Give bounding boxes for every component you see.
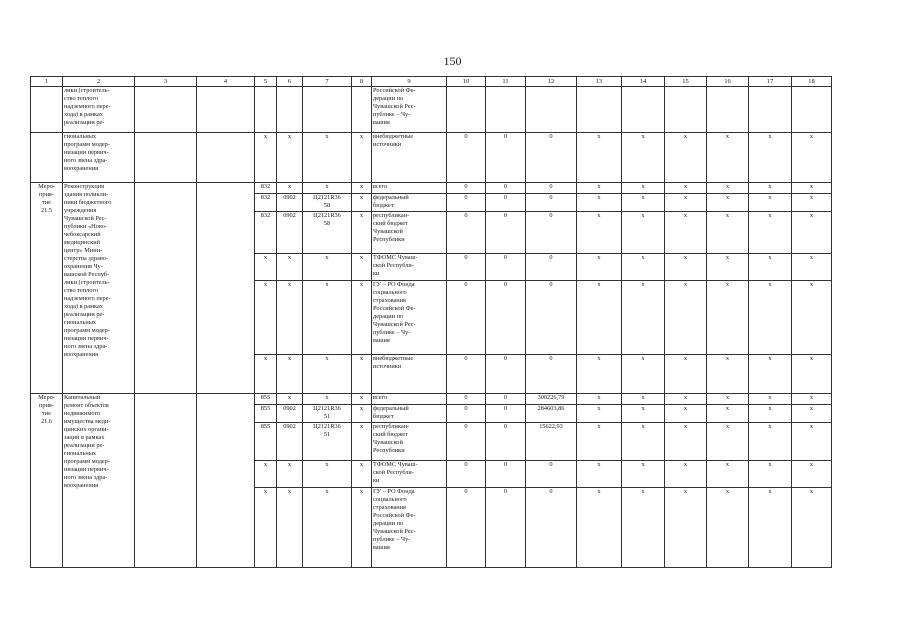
value-cell: х (792, 194, 832, 212)
value-cell: х (665, 133, 707, 183)
value-cell: 0 (486, 212, 526, 254)
funding-source-cell: ГУ – РО Фонда социального страхования Российской Фе- дерации по Чувашской Рес- публике – Чу- вашия (372, 488, 447, 568)
value-cell: 0 (447, 212, 486, 254)
value-cell: х (792, 254, 832, 281)
value-cell: х (622, 488, 665, 568)
target-code-cell: х (303, 355, 352, 394)
column-header: 7 (303, 77, 352, 87)
table-row (31, 394, 832, 405)
value-cell: 0 (526, 355, 577, 394)
value-cell: х (749, 461, 792, 488)
target-code-cell: х (303, 394, 352, 405)
expense-type-cell: х (352, 212, 372, 254)
column-header: 6 (277, 77, 303, 87)
value-cell: х (792, 183, 832, 194)
admin-code-cell: 855 (255, 423, 277, 461)
value-cell: х (792, 133, 832, 183)
responsible-cell (135, 183, 197, 394)
column-header: 3 (135, 77, 197, 87)
column-header: 18 (792, 77, 832, 87)
funding-source-cell: внебюджетные источники (372, 133, 447, 183)
value-cell: 0 (526, 254, 577, 281)
value-cell: х (707, 183, 749, 194)
value-cell: 0 (526, 281, 577, 355)
value-cell: 0 (447, 405, 486, 423)
value-cell: х (707, 281, 749, 355)
value-cell (486, 87, 526, 133)
value-cell: х (665, 183, 707, 194)
value-cell (749, 87, 792, 133)
funding-source-cell: федеральный бюджет (372, 405, 447, 423)
target-code-cell (303, 87, 352, 133)
expense-type-cell: х (352, 281, 372, 355)
value-cell: х (707, 355, 749, 394)
value-cell: 0 (486, 355, 526, 394)
table-row (31, 183, 832, 194)
admin-code-cell: х (255, 281, 277, 355)
value-cell: 0 (447, 355, 486, 394)
value-cell: х (749, 254, 792, 281)
value-cell: х (749, 133, 792, 183)
section-code-cell (277, 87, 303, 133)
section-code-cell: х (277, 254, 303, 281)
value-cell: х (665, 394, 707, 405)
section-code-cell: 0902 (277, 212, 303, 254)
budget-table (30, 76, 832, 568)
target-code-cell: х (303, 281, 352, 355)
value-cell: х (622, 212, 665, 254)
co-executor-cell (197, 133, 255, 183)
responsible-cell (135, 394, 197, 568)
value-cell (526, 87, 577, 133)
value-cell: х (665, 194, 707, 212)
expense-type-cell: х (352, 133, 372, 183)
value-cell: х (749, 423, 792, 461)
column-header: 17 (749, 77, 792, 87)
value-cell: х (707, 488, 749, 568)
event-description-cell: Капитальный ремонт объектов недвижимого имущества меди- цинских органи- заций в рамках реализации ре- гиональных программ модер- низации первич- ного звена здра- воохранения (63, 394, 135, 568)
value-cell: х (622, 194, 665, 212)
value-cell: 0 (447, 183, 486, 194)
value-cell: х (749, 405, 792, 423)
admin-code-cell: х (255, 133, 277, 183)
value-cell: х (749, 355, 792, 394)
responsible-cell (135, 133, 197, 183)
value-cell: х (622, 405, 665, 423)
section-code-cell: х (277, 394, 303, 405)
value-cell: 0 (486, 183, 526, 194)
admin-code-cell: 832 (255, 212, 277, 254)
value-cell (707, 87, 749, 133)
value-cell: 0 (526, 461, 577, 488)
co-executor-cell (197, 87, 255, 133)
header-row (31, 77, 832, 87)
event-label-cell (31, 87, 63, 133)
column-header: 12 (526, 77, 577, 87)
value-cell: х (707, 461, 749, 488)
value-cell: х (749, 183, 792, 194)
column-header: 11 (486, 77, 526, 87)
value-cell: х (707, 423, 749, 461)
section-code-cell: х (277, 461, 303, 488)
value-cell: х (622, 133, 665, 183)
section-code-cell: х (277, 183, 303, 194)
value-cell: х (792, 405, 832, 423)
value-cell: 0 (526, 212, 577, 254)
value-cell: 0 (486, 394, 526, 405)
column-header: 13 (577, 77, 622, 87)
value-cell: 0 (447, 194, 486, 212)
value-cell: 300226,79 (526, 394, 577, 405)
expense-type-cell: х (352, 254, 372, 281)
expense-type-cell: х (352, 461, 372, 488)
funding-source-cell: ТФОМС Чуваш- ской Республи- ки (372, 461, 447, 488)
value-cell: х (749, 281, 792, 355)
section-code-cell: х (277, 133, 303, 183)
column-header: 4 (197, 77, 255, 87)
expense-type-cell: х (352, 405, 372, 423)
section-code-cell: 0902 (277, 423, 303, 461)
admin-code-cell: х (255, 461, 277, 488)
column-header: 2 (63, 77, 135, 87)
expense-type-cell: х (352, 394, 372, 405)
event-description-cell: гиональных программ модер- низации первич- ного звена здра- воохранения (63, 133, 135, 183)
value-cell: х (707, 254, 749, 281)
value-cell: х (577, 405, 622, 423)
value-cell: 0 (526, 183, 577, 194)
value-cell: х (792, 394, 832, 405)
value-cell: х (577, 133, 622, 183)
section-code-cell: х (277, 281, 303, 355)
value-cell: х (707, 405, 749, 423)
event-description-cell: лики (строитель- ство теплого надземного пере- хода) в рамках реализации ре- (63, 87, 135, 133)
target-code-cell: х (303, 461, 352, 488)
value-cell: 0 (526, 488, 577, 568)
value-cell: х (577, 423, 622, 461)
admin-code-cell: х (255, 254, 277, 281)
value-cell: 0 (447, 133, 486, 183)
value-cell: х (707, 394, 749, 405)
value-cell: х (707, 133, 749, 183)
value-cell: х (577, 461, 622, 488)
value-cell: х (792, 212, 832, 254)
target-code-cell: Ц2121R36 58 (303, 194, 352, 212)
section-code-cell: х (277, 355, 303, 394)
target-code-cell: х (303, 488, 352, 568)
value-cell: 0 (447, 254, 486, 281)
funding-source-cell: ГУ – РО Фонда социального страхования Российской Фе- дерации по Чувашской Рес- публике – Чу- вашия (372, 281, 447, 355)
value-cell: х (577, 254, 622, 281)
value-cell: х (749, 212, 792, 254)
co-executor-cell (197, 394, 255, 568)
value-cell: 0 (486, 405, 526, 423)
value-cell: х (665, 461, 707, 488)
admin-code-cell: х (255, 488, 277, 568)
expense-type-cell: х (352, 355, 372, 394)
column-header: 14 (622, 77, 665, 87)
expense-type-cell: х (352, 423, 372, 461)
page-number: 150 (443, 54, 462, 68)
co-executor-cell (197, 183, 255, 394)
responsible-cell (135, 87, 197, 133)
column-header: 9 (372, 77, 447, 87)
admin-code-cell: 855 (255, 405, 277, 423)
value-cell: х (665, 488, 707, 568)
event-description-cell: Реконструкция здания поликли- ники бюджетного учреждения Чувашской Рес- публики «Ново- чебоксарский медицинский центр» Мини- стерства здраво- охранения Чу- вашской Респуб- лики (строитель- ство теплого надземного пере- хода) в рамках реализации ре- гиональных программ модер- низации первич- ного звена здра- воохранения (63, 183, 135, 394)
funding-source-cell: республикан- ский бюджет Чувашской Республики (372, 423, 447, 461)
section-code-cell: 0902 (277, 405, 303, 423)
value-cell (792, 87, 832, 133)
value-cell: х (749, 394, 792, 405)
value-cell: х (665, 355, 707, 394)
admin-code-cell: 832 (255, 183, 277, 194)
value-cell: х (792, 461, 832, 488)
value-cell: 0 (447, 488, 486, 568)
target-code-cell: Ц2121R36 51 (303, 423, 352, 461)
value-cell: х (665, 212, 707, 254)
value-cell: х (792, 423, 832, 461)
admin-code-cell: 855 (255, 394, 277, 405)
value-cell: 0 (486, 461, 526, 488)
value-cell: 0 (447, 281, 486, 355)
value-cell: х (622, 254, 665, 281)
value-cell: х (749, 488, 792, 568)
section-code-cell: х (277, 488, 303, 568)
value-cell: х (622, 423, 665, 461)
value-cell: х (665, 281, 707, 355)
value-cell: х (749, 194, 792, 212)
value-cell: х (577, 183, 622, 194)
admin-code-cell: х (255, 355, 277, 394)
value-cell: 0 (486, 194, 526, 212)
column-header: 15 (665, 77, 707, 87)
value-cell: 284603,86 (526, 405, 577, 423)
funding-source-cell: Российской Фе- дерации по Чувашской Рес- публике – Чу- вашия (372, 87, 447, 133)
funding-source-cell: всего (372, 394, 447, 405)
value-cell: х (622, 461, 665, 488)
expense-type-cell: х (352, 488, 372, 568)
value-cell (577, 87, 622, 133)
value-cell: х (622, 355, 665, 394)
column-header: 10 (447, 77, 486, 87)
expense-type-cell (352, 87, 372, 133)
event-label-cell: Меро- прия- тие 21.5 (31, 183, 63, 394)
event-label-cell: Меро- прия- тие 21.6 (31, 394, 63, 568)
funding-source-cell: внебюджетные источники (372, 355, 447, 394)
column-header: 16 (707, 77, 749, 87)
value-cell: 0 (526, 194, 577, 212)
value-cell: х (707, 212, 749, 254)
value-cell: 0 (526, 133, 577, 183)
value-cell: х (665, 405, 707, 423)
value-cell: х (622, 394, 665, 405)
column-header: 1 (31, 77, 63, 87)
funding-source-cell: федеральный бюджет (372, 194, 447, 212)
value-cell: 0 (486, 488, 526, 568)
value-cell: х (577, 281, 622, 355)
value-cell (447, 87, 486, 133)
value-cell: 15622,93 (526, 423, 577, 461)
table-row (31, 87, 832, 133)
value-cell: х (577, 488, 622, 568)
value-cell: 0 (447, 461, 486, 488)
table-row (31, 133, 832, 183)
funding-source-cell: республикан- ский бюджет Чувашской Республики (372, 212, 447, 254)
target-code-cell: Ц2121R36 51 (303, 405, 352, 423)
funding-source-cell: ТФОМС Чуваш- ской Республи- ки (372, 254, 447, 281)
column-header: 8 (352, 77, 372, 87)
value-cell: 0 (486, 423, 526, 461)
value-cell: х (665, 423, 707, 461)
value-cell: х (792, 488, 832, 568)
admin-code-cell (255, 87, 277, 133)
value-cell: х (792, 281, 832, 355)
value-cell: х (707, 194, 749, 212)
value-cell: 0 (486, 254, 526, 281)
value-cell: х (577, 194, 622, 212)
value-cell (622, 87, 665, 133)
value-cell: х (577, 355, 622, 394)
value-cell: х (665, 254, 707, 281)
column-header: 5 (255, 77, 277, 87)
value-cell: х (577, 212, 622, 254)
target-code-cell: х (303, 254, 352, 281)
value-cell: 0 (486, 133, 526, 183)
value-cell: х (577, 394, 622, 405)
target-code-cell: Ц2121R36 58 (303, 212, 352, 254)
value-cell: 0 (447, 394, 486, 405)
value-cell: 0 (447, 423, 486, 461)
value-cell: х (792, 355, 832, 394)
funding-source-cell: всего (372, 183, 447, 194)
section-code-cell: 0902 (277, 194, 303, 212)
value-cell: 0 (486, 281, 526, 355)
admin-code-cell: 832 (255, 194, 277, 212)
value-cell (665, 87, 707, 133)
expense-type-cell: х (352, 183, 372, 194)
target-code-cell: х (303, 183, 352, 194)
event-label-cell (31, 133, 63, 183)
expense-type-cell: х (352, 194, 372, 212)
value-cell: х (622, 183, 665, 194)
value-cell: х (622, 281, 665, 355)
target-code-cell: х (303, 133, 352, 183)
